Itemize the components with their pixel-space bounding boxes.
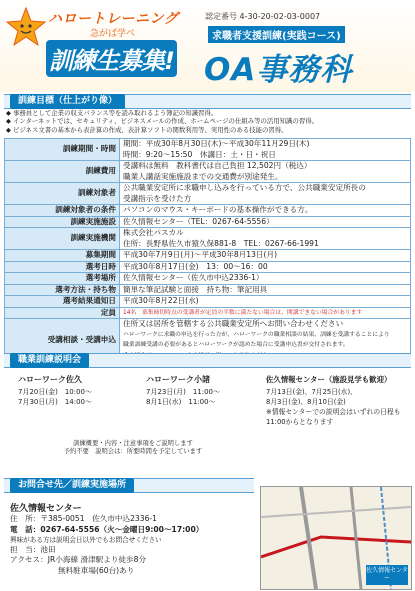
table-row bbox=[5, 273, 411, 285]
table-row bbox=[5, 205, 411, 217]
contact-section-bar bbox=[4, 478, 254, 493]
value-line: 職業人講話実施施設までの交通費が別途発生。 bbox=[123, 171, 283, 181]
contact-note: 興味がある方は説明会日以外でもお問合せください bbox=[10, 535, 162, 544]
session-col-saku bbox=[18, 375, 92, 407]
row-value: 平成30年7月9日(月)〜平成30年8月13日(月) bbox=[120, 250, 411, 262]
table-row bbox=[5, 250, 411, 262]
session-heading: 職業訓練説明会 bbox=[10, 353, 89, 368]
row-value: 平成30年8月22日(水) bbox=[120, 296, 411, 308]
value-line: 株式会社パスカル bbox=[123, 228, 184, 237]
header-banner bbox=[0, 0, 415, 92]
goals-heading: 訓練目標（仕上がり像） bbox=[10, 94, 125, 109]
session-col-title: ハローワーク佐久 bbox=[18, 375, 82, 384]
session-date: 7月13日(金)、7月25日(水)、 bbox=[266, 388, 357, 396]
goals-section-bar bbox=[4, 94, 411, 109]
row-value bbox=[120, 139, 411, 161]
value-line: ハローワークに求職の申込を行った方が、ハローワークの職業相談の結果、訓練を受講することにより bbox=[123, 331, 390, 338]
row-label: 訓練期間・時間 bbox=[5, 139, 120, 161]
row-value bbox=[120, 228, 411, 250]
table-row bbox=[5, 296, 411, 308]
goal-item: ◆ インターネットでは、セキュリティ、ビジネスメールの作成、ホームページの仕組み等の活用知識の習得。 bbox=[6, 117, 319, 126]
center-name: 佐久情報センター bbox=[10, 504, 82, 514]
value-line: 職業訓練受講の必要があるとハローワークが認めた場合に受講申込書が交付されます。 bbox=[123, 342, 349, 348]
session-col-title: 佐久情報センター（施設見学も歓迎） bbox=[266, 375, 392, 384]
row-label: 訓練実施機関 bbox=[5, 228, 120, 250]
course-info-table bbox=[4, 138, 411, 362]
table-row bbox=[5, 284, 411, 296]
table-row bbox=[5, 161, 411, 183]
session-col-komoro bbox=[146, 375, 220, 407]
row-value: パソコンのマウス・キーボードの基本操作ができる方。 bbox=[120, 205, 411, 217]
table-row bbox=[5, 228, 411, 250]
row-value: 佐久情報センター（TEL：0267-64-5556） bbox=[120, 216, 411, 228]
row-value: 佐久情報センター（佐久市中込2336-1） bbox=[120, 273, 411, 285]
info-session-section bbox=[4, 355, 411, 462]
table-row bbox=[5, 307, 411, 319]
access-map bbox=[260, 486, 412, 590]
tagline: 急がば学べ bbox=[90, 29, 136, 39]
contact-parking: 無料駐車場(60台)あり bbox=[58, 565, 135, 575]
org-name: ハロートレーニング bbox=[48, 11, 179, 27]
footnote-line: 予約不要 説明会は：所要時間を予定しています bbox=[63, 448, 203, 455]
star-mascot-icon bbox=[5, 6, 47, 48]
row-label: 訓練実施施設 bbox=[5, 216, 120, 228]
row-label: 訓練費用 bbox=[5, 161, 120, 183]
value-line: 住所：長野県佐久市猿久保881-8 TEL：0267-66-1991 bbox=[123, 238, 319, 248]
row-label: 訓練対象者 bbox=[5, 183, 120, 205]
contact-heading: お問合せ先／訓練実施場所 bbox=[10, 478, 134, 493]
contact-address: 住 所：〒385-0051 佐久市中込2336-1 bbox=[10, 514, 157, 524]
row-label: 募集期間 bbox=[5, 250, 120, 262]
session-note: ※情報センターでの説明会はいずれの日程も bbox=[266, 408, 401, 416]
row-label: 選考方法・持ち物 bbox=[5, 284, 120, 296]
goal-item: ◆ ビジネス文書の基本から表計算の作成、表計算ソフトの関数利用等、実用性のある技能の習得。 bbox=[6, 125, 288, 134]
row-label: 受講相談・受講申込 bbox=[5, 319, 120, 362]
session-footnote bbox=[8, 440, 258, 456]
session-note: 11:00からとなります bbox=[266, 418, 334, 426]
value-line: 受講指示を受けた方 bbox=[123, 193, 192, 203]
table-row bbox=[5, 216, 411, 228]
map-center-label: 佐久情報センター bbox=[366, 567, 408, 582]
session-date: 7月30日(月) 14:00〜 bbox=[18, 398, 92, 406]
session-date: 7月20日(金) 10:00〜 bbox=[18, 388, 92, 396]
session-date: 7月23日(月) 11:00〜 bbox=[146, 388, 220, 396]
row-label: 選考場所 bbox=[5, 273, 120, 285]
value-line: 期間：平成30年8月30日(木)〜平成30年11月29日(木) bbox=[123, 139, 310, 148]
course-title: OA事務科 bbox=[204, 52, 353, 88]
session-date: 8月1日(水) 11:00〜 bbox=[146, 398, 216, 406]
row-value bbox=[120, 161, 411, 183]
contact-details bbox=[10, 504, 203, 576]
approval-number: 認定番号 4-30-20-02-03-0007 bbox=[205, 12, 321, 21]
course-type: 求職者支援訓練(実践コース) bbox=[208, 26, 345, 43]
row-value: 簡単な筆記試験と面接 持ち物：筆記用具 bbox=[120, 284, 411, 296]
row-value: 14名 募集締切時点の受講者が定員の半数に満たない場合は、開講できない場合があります bbox=[120, 307, 411, 319]
table-row bbox=[5, 183, 411, 205]
session-col-center bbox=[266, 375, 401, 427]
contact-phone: 電 話：0267-64-5556（火〜金曜日9:00〜17:00） bbox=[10, 524, 204, 534]
value-line: 受講料は無料 教科書代は自己負担 12,502円（税込） bbox=[123, 161, 312, 170]
goals-list bbox=[6, 109, 409, 134]
goal-item: ◆ 事務員として企業の収支バランス等を読み取れるよう簿記の知識習得。 bbox=[6, 109, 218, 117]
row-label: 定員 bbox=[5, 307, 120, 319]
session-date: 8月3日(金)、8月10日(金) bbox=[266, 398, 346, 406]
session-section-bar bbox=[4, 353, 411, 368]
table-row bbox=[5, 261, 411, 273]
row-label: 選考結果通知日 bbox=[5, 296, 120, 308]
row-label: 訓練対象者の条件 bbox=[5, 205, 120, 217]
row-value: 平成30年8月17日(金) 13：00〜16：00 bbox=[120, 261, 411, 273]
footnote-line: 訓練概要・内容・注意事項をご説明します bbox=[73, 440, 193, 447]
contact-person: 担 当：池田 bbox=[10, 545, 56, 555]
row-label: 選考日時 bbox=[5, 261, 120, 273]
row-value bbox=[120, 183, 411, 205]
value-line: 時間：9:20〜15:50 休講日：土・日・祝日 bbox=[123, 149, 276, 159]
table-row bbox=[5, 139, 411, 161]
contact-access: アクセス：JR小海線 滑津駅より徒歩8分 bbox=[10, 555, 147, 565]
value-line: 公共職業安定所に求職申し込みを行っている方で、公共職業安定所長の bbox=[123, 183, 366, 192]
recruit-heading: 訓練生募集! bbox=[46, 40, 177, 77]
value-line: 住所又は居所を管轄する公共職業安定所へお問い合わせください bbox=[123, 319, 344, 328]
session-col-title: ハローワーク小諸 bbox=[146, 375, 210, 384]
